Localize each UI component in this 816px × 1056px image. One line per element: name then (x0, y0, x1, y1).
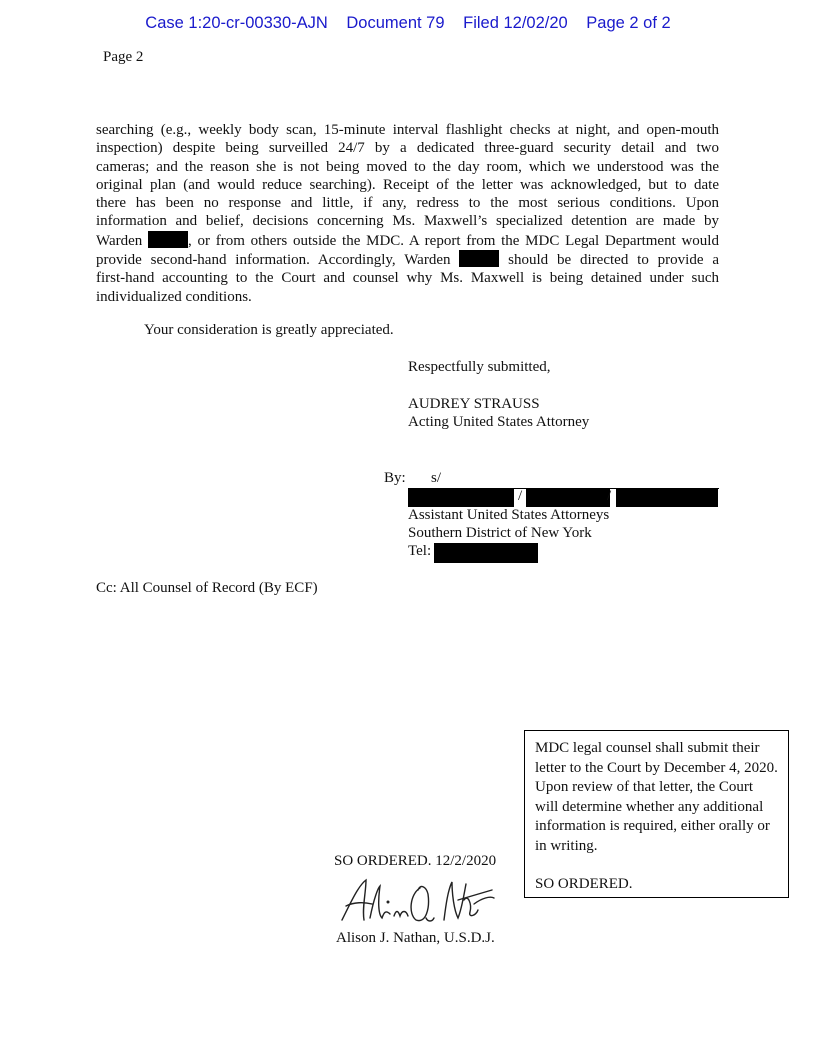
paragraph-line: inspection) despite being surveilled 24/7 by a dedicated three-guard security detail and two (96, 140, 719, 157)
document-number: Document 79 (346, 14, 445, 32)
judge-name: Alison J. Nathan, U.S.D.J. (336, 930, 495, 946)
body-paragraph (96, 121, 719, 306)
paragraph-line: Warden , or from others outside the MDC. A report from the MDC Legal Department would (96, 232, 719, 249)
judge-signature (336, 874, 496, 930)
redaction-box (526, 488, 610, 507)
paragraph-line: there has been no response and little, if any, redress to the most serious conditions. Upon (96, 195, 719, 212)
redaction-box (148, 231, 188, 248)
tel-label: Tel: (408, 543, 432, 559)
paragraph-line: first-hand accounting to the Court and counsel why Ms. Maxwell is being detained under such (96, 270, 719, 287)
by-label: By: (384, 470, 406, 486)
redaction-box (616, 488, 718, 507)
redaction-box (459, 250, 499, 267)
respectfully-submitted: Respectfully submitted, (408, 359, 551, 375)
redaction-box (408, 488, 514, 507)
order-text: MDC legal counsel shall submit their letter to the Court by December 4, 2020. Upon review of that letter, the Court will determine whether any additional information is required, either orally or in writing. (535, 740, 778, 854)
redaction-box (434, 543, 538, 563)
closing-line: Your consideration is greatly appreciated. (144, 322, 394, 338)
paragraph-line: original plan (and would reduce searching). Receipt of the letter was acknowledged, but to date (96, 176, 719, 193)
page-label: Page 2 (103, 49, 144, 65)
paragraph-line: individualized conditions. (96, 288, 252, 305)
name-separator: / (607, 488, 612, 504)
order-endorsement-box (524, 730, 789, 898)
us-attorney-name: AUDREY STRAUSS (408, 396, 540, 412)
so-ordered-date: SO ORDERED. 12/2/2020 (334, 853, 497, 869)
case-number: Case 1:20-cr-00330-AJN (145, 14, 328, 32)
ecf-header (0, 14, 816, 33)
district-name: Southern District of New York (408, 525, 592, 541)
s-signature-mark: s/ (431, 470, 442, 486)
paragraph-line: cameras; and the reason she is not being moved to the day room, which we understood was the (96, 158, 719, 175)
filed-date: Filed 12/02/20 (463, 14, 568, 32)
cc-line: Cc: All Counsel of Record (By ECF) (96, 580, 318, 596)
paragraph-line: provide second-hand information. Accordingly, Warden should be directed to provide a (96, 252, 719, 269)
order-so-ordered: SO ORDERED. (535, 876, 633, 892)
paragraph-line: searching (e.g., weekly body scan, 15-minute interval flashlight checks at night, and open-mouth (96, 122, 719, 138)
us-attorney-title: Acting United States Attorney (408, 414, 590, 430)
attorney-role: Assistant United States Attorneys (408, 507, 610, 523)
name-separator: / (518, 488, 523, 504)
paragraph-line: information and belief, decisions concerning Ms. Maxwell’s specialized detention are made by (96, 213, 719, 230)
page-count: Page 2 of 2 (586, 14, 671, 32)
